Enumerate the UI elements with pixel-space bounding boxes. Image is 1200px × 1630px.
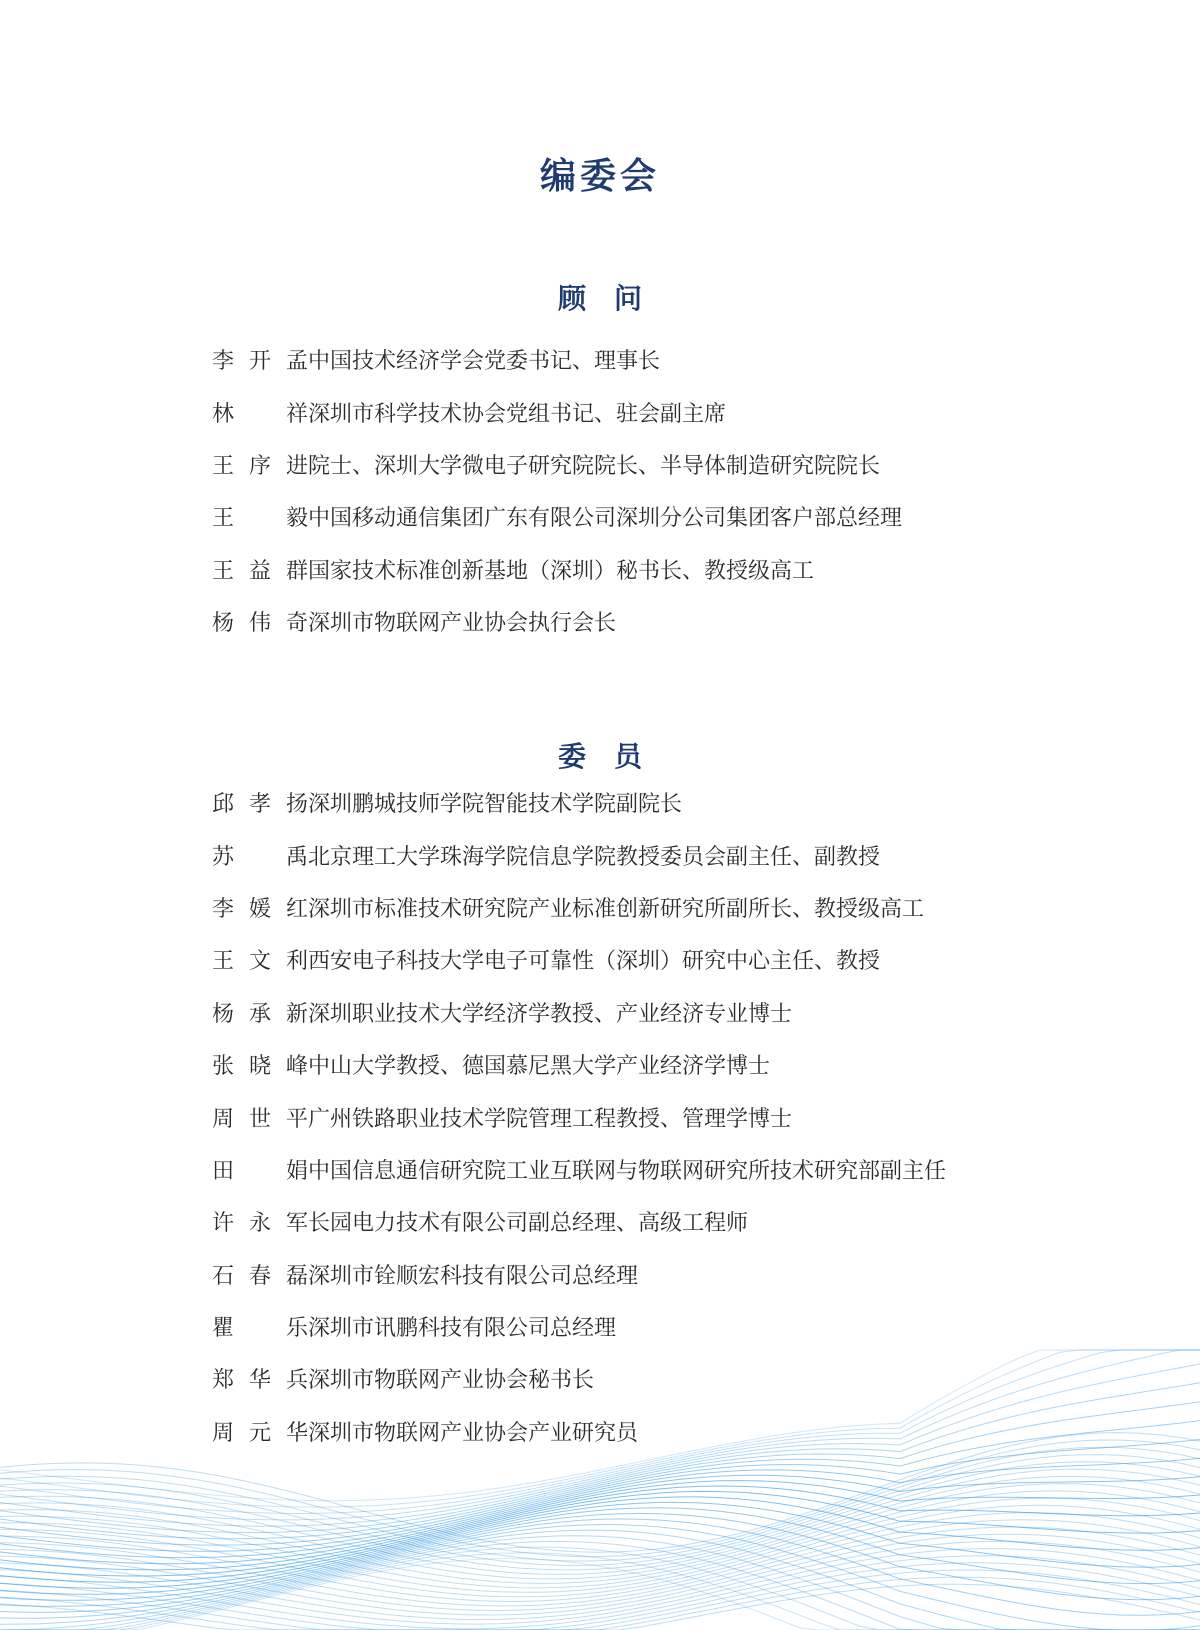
wave-line: [0, 1534, 1200, 1615]
member-row: [212, 1041, 1112, 1093]
wave-line: [0, 1491, 1200, 1582]
advisors-heading: 顾 问: [557, 282, 642, 315]
wave-line: [0, 1502, 1200, 1594]
wave-line: [0, 1513, 1200, 1602]
wave-line: [0, 1530, 1200, 1630]
member-role: 中国技术经济学会党委书记、理事长: [308, 349, 661, 375]
wave-line: [0, 1547, 1200, 1630]
member-role: 国家技术标准创新基地（深圳）秘书长、教授级高工: [308, 558, 815, 584]
member-row: [212, 989, 1112, 1041]
member-role: 深圳市物联网产业协会产业研究员: [308, 1420, 639, 1446]
page-title: 编委会: [539, 156, 660, 197]
wave-line: [0, 1556, 1200, 1629]
member-name: 苏 禹: [212, 844, 308, 870]
wave-line: [0, 1563, 1200, 1630]
member-role: 广州铁路职业技术学院管理工程教授、管理学博士: [308, 1106, 793, 1132]
wave-line: [0, 1491, 1200, 1588]
wave-line: [0, 1577, 1200, 1630]
member-row: [212, 388, 1112, 440]
member-row: [212, 1355, 1112, 1407]
wave-line: [0, 1527, 1200, 1611]
wave-line: [0, 1469, 1200, 1574]
member-role: 长园电力技术有限公司副总经理、高级工程师: [308, 1211, 749, 1237]
member-row: [212, 884, 1112, 936]
wave-line: [0, 1541, 1200, 1619]
member-role: 院士、深圳大学微电子研究院院长、半导体制造研究院院长: [308, 453, 881, 479]
member-row: [212, 1251, 1112, 1303]
member-role: 深圳市铨顺宏科技有限公司总经理: [308, 1263, 639, 1289]
wave-line: [0, 1519, 1200, 1615]
wave-line: [0, 1475, 1200, 1564]
member-name: 王 益 群: [212, 558, 308, 584]
wave-line: [0, 1505, 1200, 1597]
member-row: [212, 493, 1112, 545]
wave-line: [0, 1455, 1200, 1566]
member-row: [212, 1146, 1112, 1198]
wave-line: [0, 1536, 1200, 1630]
wave-line: [0, 1553, 1200, 1630]
wave-line: [0, 1498, 1200, 1592]
member-row: [212, 1408, 1112, 1460]
wave-line: [0, 1549, 1200, 1625]
member-role: 深圳职业技术大学经济学教授、产业经济专业博士: [308, 1001, 793, 1027]
advisors-list: [212, 336, 1112, 650]
member-row: [212, 546, 1112, 598]
wave-line: [0, 1484, 1200, 1584]
member-role: 中山大学教授、德国慕尼黑大学产业经济学博士: [308, 1054, 771, 1080]
wave-line: [0, 1447, 1200, 1561]
member-name: 石 春 磊: [212, 1263, 308, 1289]
member-role: 中国信息通信研究院工业互联网与物联网研究所技术研究部副主任: [308, 1158, 947, 1184]
member-name: 林 祥: [212, 401, 308, 427]
member-name: 许 永 军: [212, 1211, 308, 1237]
member-name: 杨 承 新: [212, 1001, 308, 1027]
member-role: 深圳市物联网产业协会执行会长: [308, 611, 617, 637]
wave-line: [0, 1584, 1200, 1630]
wave-line: [0, 1570, 1200, 1630]
member-name: 田 娟: [212, 1158, 308, 1184]
wave-line: [0, 1559, 1200, 1630]
member-row: [212, 1198, 1112, 1250]
wave-line: [0, 1476, 1200, 1579]
member-name: 王 文 利: [212, 949, 308, 975]
member-role: 中国移动通信集团广东有限公司深圳分公司集团客户部总经理: [308, 506, 903, 532]
wave-line: [0, 1462, 1200, 1570]
wave-line: [0, 1525, 1200, 1630]
member-name: 王 毅: [212, 506, 308, 532]
member-name: 瞿 乐: [212, 1316, 308, 1342]
member-name: 邱 孝 扬: [212, 792, 308, 818]
member-name: 郑 华 兵: [212, 1368, 308, 1394]
member-row: [212, 441, 1112, 493]
member-name: 李 开 孟: [212, 349, 308, 375]
member-role: 西安电子科技大学电子可靠性（深圳）研究中心主任、教授: [308, 949, 881, 975]
wave-line: [0, 1458, 1200, 1557]
member-row: [212, 831, 1112, 883]
committee-list: [212, 779, 1112, 1460]
wave-line: [0, 1541, 1200, 1630]
member-row: [212, 779, 1112, 831]
committee-heading: 委 员: [557, 740, 642, 773]
wave-line: [0, 1508, 1200, 1601]
member-row: [212, 598, 1112, 650]
member-role: 北京理工大学珠海学院信息学院教授委员会副主任、副教授: [308, 844, 881, 870]
member-role: 深圳市物联网产业协会秘书长: [308, 1368, 595, 1394]
member-role: 深圳鹏城技师学院智能技术学院副院长: [308, 792, 683, 818]
member-name: 周 元 华: [212, 1420, 308, 1446]
member-row: [212, 936, 1112, 988]
member-role: 深圳市科学技术协会党组书记、驻会副主席: [308, 401, 727, 427]
member-name: 王 序 进: [212, 453, 308, 479]
wave-line: [0, 1497, 1200, 1588]
member-name: 张 晓 峰: [212, 1054, 308, 1080]
wave-line: [0, 1481, 1200, 1570]
member-role: 深圳市讯鹏科技有限公司总经理: [308, 1316, 617, 1342]
member-name: 李 媛 红: [212, 896, 308, 922]
member-row: [212, 1303, 1112, 1355]
member-role: 深圳市标准技术研究院产业标准创新研究所副所长、教授级高工: [308, 896, 925, 922]
wave-line: [0, 1513, 1200, 1606]
wave-line: [0, 1520, 1200, 1606]
member-name: 周 世 平: [212, 1106, 308, 1132]
wave-line: [0, 1486, 1200, 1576]
member-row: [212, 1093, 1112, 1145]
member-row: [212, 336, 1112, 388]
member-name: 杨 伟 奇: [212, 611, 308, 637]
